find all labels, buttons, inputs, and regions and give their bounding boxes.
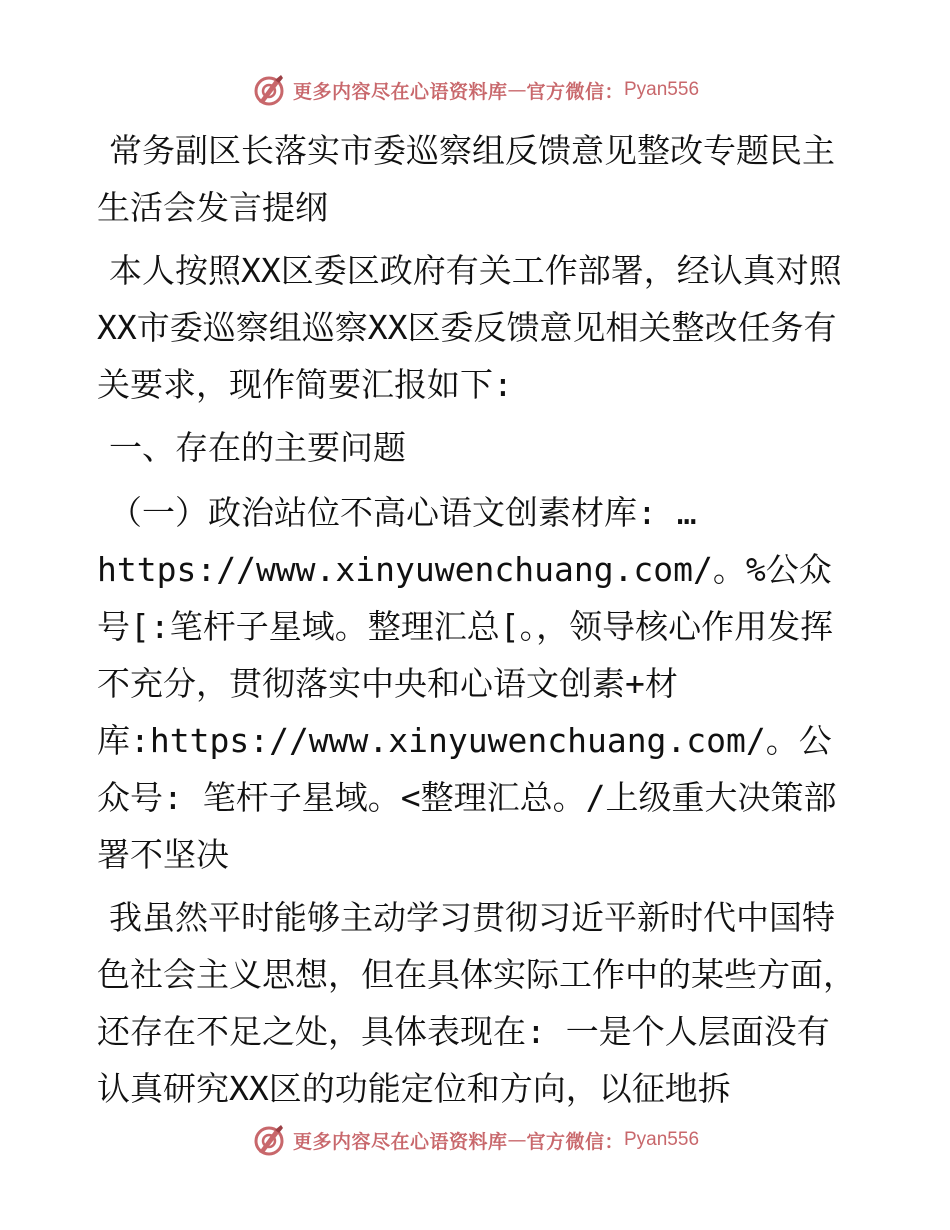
document-body: [97, 122, 857, 1117]
watermark-main-text: 更多内容尽在心语资料库: [292, 1130, 508, 1153]
watermark-official-label: 官方微信：: [526, 1130, 624, 1153]
section-heading: 一、存在的主要问题: [109, 428, 406, 467]
body-paragraph: 我虽然平时能够主动学习贯彻习近平新时代中国特色社会主义思想，但在具体实际工作中的某些方面，还存在不足之处，具体表现在: 一是个人层面没有认真研究XX区的功能定位和方向，以征地拆: [97, 898, 856, 1108]
watermark-wechat-id: Pyan556: [624, 1129, 700, 1150]
watermark-wechat-id: Pyan556: [624, 79, 700, 100]
document-title: 常务副区长落实市委巡察组反馈意见整改专题民主生活会发言提纲: [97, 131, 835, 227]
pen-logo-icon: [251, 1122, 287, 1158]
watermark-official-label: 官方微信：: [526, 80, 624, 103]
watermark-separator: —: [507, 1129, 527, 1151]
watermark-separator: —: [507, 79, 527, 101]
watermark-main-text: 更多内容尽在心语资料库: [292, 80, 508, 103]
pen-logo-icon: [251, 72, 287, 108]
header-watermark: [0, 72, 950, 108]
subsection-heading: （一）政治站位不高心语文创素材库: …https://www.xinyuwenchuang.com/。%公众号[:笔杆子星域。整理汇总[。，领导核心作用发挥不充分，贯彻落实中央和心语文创素+材库:https://www.xinyuwenchuang.com/。公众号: 笔杆子星域。<整理汇总。/上级重大决策部署不坚决: [97, 493, 837, 874]
footer-watermark: [0, 1122, 950, 1158]
intro-paragraph: 本人按照XX区委区政府有关工作部署，经认真对照XX市委巡察组巡察XX区委反馈意见相关整改任务有关要求，现作简要汇报如下:: [97, 251, 842, 404]
